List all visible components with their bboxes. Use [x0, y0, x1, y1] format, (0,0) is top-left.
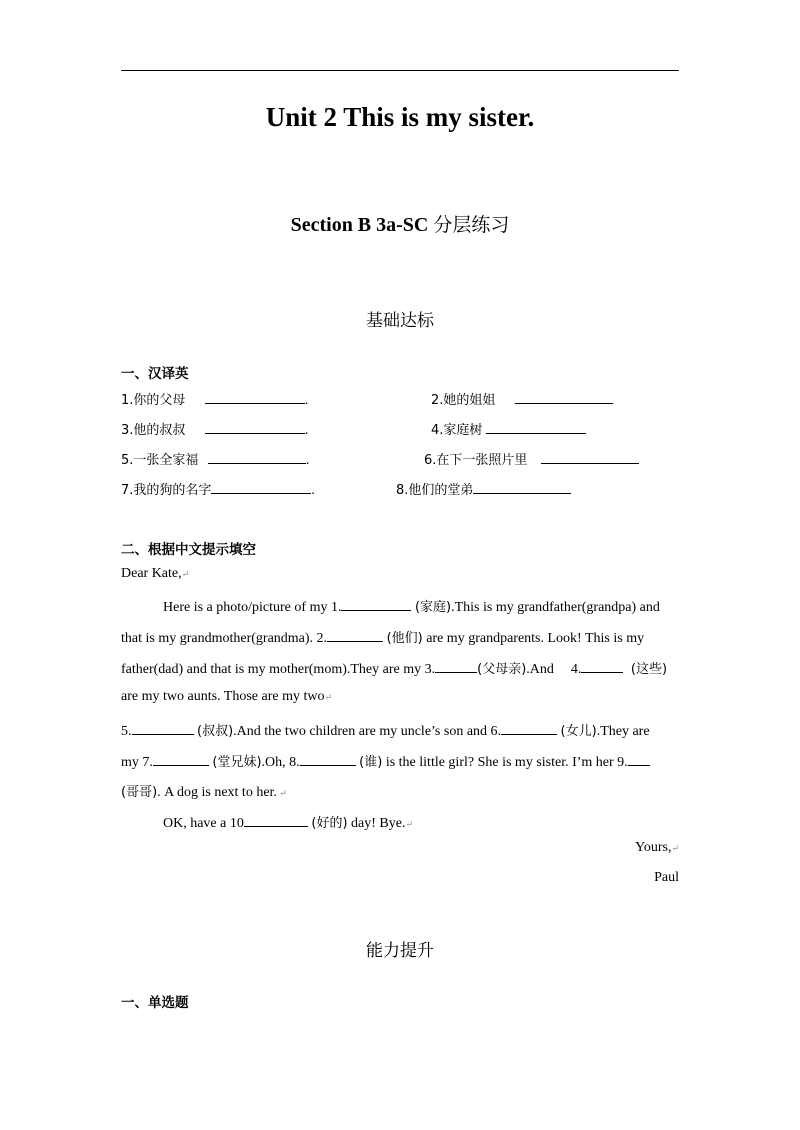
blank-5[interactable] [132, 722, 194, 735]
letter-line: my 7. (堂兄妹).Oh, 8. (谁) is the little girl? She is my sister. I’m her 9. [121, 751, 650, 771]
blank-3[interactable] [435, 660, 477, 673]
answer-blank[interactable] [211, 481, 311, 494]
translation-item: 2.她的姐姐 [431, 389, 613, 409]
translation-item: 7.我的狗的名字 . [121, 483, 315, 498]
answer-blank[interactable] [541, 451, 639, 464]
section-heading-basic: 基础达标 [366, 311, 434, 331]
blank-1[interactable] [341, 598, 411, 611]
letter-line: OK, have a 10 (好的) day! Bye.↵ [163, 816, 414, 831]
part-heading-multiple-choice: 一、单选题 [121, 995, 189, 1011]
translation-item: 1.你的父母 . [121, 393, 309, 408]
letter-closing: Yours,↵ [635, 840, 679, 855]
part-heading-translation: 一、汉译英 [121, 366, 189, 382]
subtitle-english: Section B 3a-SC [290, 214, 429, 236]
answer-blank[interactable] [515, 391, 613, 404]
letter-line: (哥哥). A dog is next to her. ↵ [121, 785, 287, 800]
answer-blank[interactable] [473, 481, 571, 494]
translation-item: 8.他们的堂弟 [396, 479, 571, 499]
blank-9[interactable] [628, 753, 650, 766]
translation-item: 6.在下一张照片里 [424, 449, 639, 469]
blank-6[interactable] [501, 722, 557, 735]
letter-line: father(dad) and that is my mother(mom).They are my 3. (父母亲).And 4. (这些) [121, 662, 668, 677]
translation-item: 4.家庭树 [431, 419, 586, 439]
blank-8[interactable] [300, 753, 356, 766]
page-title: Unit 2 This is my sister. [265, 102, 535, 132]
blank-4[interactable] [581, 660, 623, 673]
letter-line: are my two aunts. Those are my two↵ [121, 689, 333, 704]
page-subtitle [0, 210, 800, 237]
top-rule [121, 70, 679, 71]
blank-7[interactable] [153, 753, 209, 766]
answer-blank[interactable] [486, 421, 586, 434]
answer-blank[interactable] [205, 421, 305, 434]
subtitle-chinese: 分层练习 [433, 214, 510, 236]
letter-line: Here is a photo/picture of my 1. (家庭).This is my grandfather(grandpa) and [163, 600, 660, 615]
letter-salutation: Dear Kate,↵ [121, 566, 190, 581]
blank-2[interactable] [327, 629, 383, 642]
part-heading-fill-in: 二、根据中文提示填空 [121, 542, 256, 558]
letter-line: 5. (叔叔).And the two children are my uncle’s son and 6. (女儿).They are [121, 724, 650, 739]
letter-signature: Paul [654, 870, 679, 885]
answer-blank[interactable] [205, 391, 305, 404]
section-heading-advanced: 能力提升 [366, 941, 434, 961]
translation-item: 3.他的叔叔 . [121, 423, 309, 438]
answer-blank[interactable] [208, 451, 306, 464]
blank-10[interactable] [244, 814, 308, 827]
letter-line: that is my grandmother(grandma). 2. (他们) are my grandparents. Look! This is my [121, 631, 645, 646]
translation-item: 5.一张全家福 . [121, 453, 310, 468]
